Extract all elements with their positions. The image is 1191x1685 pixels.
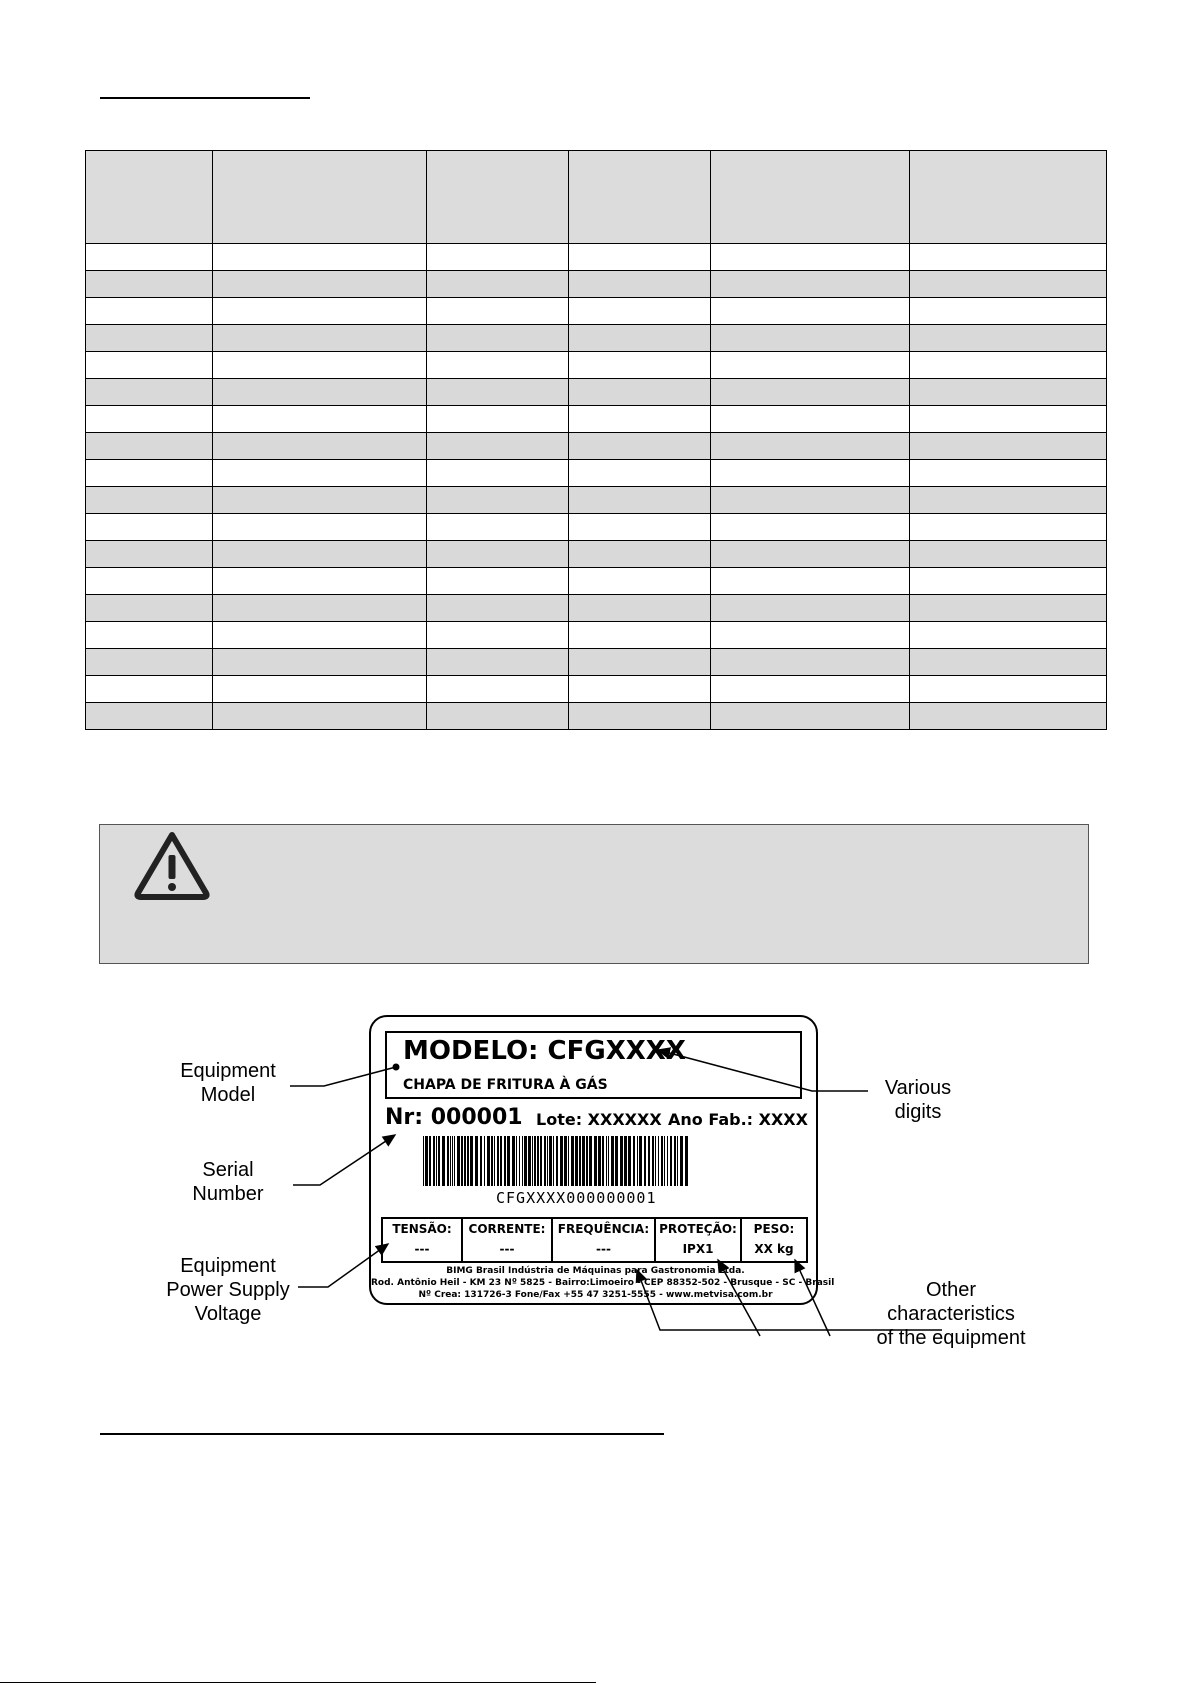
callout-line: Model [200,1084,256,1106]
other-leader-3 [795,1260,830,1336]
callout-line: Serial [202,1159,254,1181]
callout-line: characteristics [887,1303,1015,1325]
section-heading-rule [100,1433,664,1435]
spec-value: --- [596,1242,611,1256]
serial-number: Nr: 000001 [385,1105,523,1130]
footnote-rule [0,1682,596,1683]
spec-value: --- [414,1242,430,1256]
model-subtitle: CHAPA DE FRITURA À GÁS [403,1077,608,1093]
lote-value: Lote: XXXXXX [536,1110,662,1129]
spec-label: CORRENTE: [468,1222,546,1236]
manufacturer-line: BIMG Brasil Indústria de Máquinas para Gastronomia Ltda. [446,1266,745,1276]
callout-line: Power Supply [166,1279,290,1301]
spec-label: PROTEÇÃO: [659,1222,737,1236]
voltage-leader [298,1244,388,1287]
callout-line: Equipment [180,1255,276,1277]
ano-fab-value: Ano Fab.: XXXX [668,1110,808,1129]
model-leader-dot [393,1064,400,1071]
callout-line: digits [894,1101,942,1123]
other-leader-2 [718,1260,760,1336]
callout-line: of the equipment [876,1327,1026,1349]
spec-value: IPX1 [682,1242,714,1256]
spec-value: --- [499,1242,515,1256]
callout-line: Various [884,1077,952,1099]
callout-line: Voltage [194,1303,262,1325]
model-leader [290,1067,396,1086]
barcode-text: CFGXXXX000000001 [496,1189,657,1207]
callout-line: Other [925,1279,977,1301]
spec-label: PESO: [753,1222,795,1236]
model-title: MODELO: CFGXXXX [403,1036,686,1066]
callout-line: Equipment [180,1060,276,1082]
callout-line: Number [192,1183,264,1205]
address-line: Rod. Antônio Heil - KM 23 Nº 5825 - Bairro:Limoeiro - CEP 88352-502 - Brusque - SC - Brasil [371,1278,835,1288]
serial-leader [293,1135,395,1185]
digits-leader [658,1050,868,1091]
spec-value: XX kg [754,1242,794,1256]
spec-label: FREQUÊNCIA: [557,1222,650,1236]
spec-label: TENSÃO: [392,1222,452,1236]
other-leader-1 [637,1270,942,1330]
contact-line: Nº Crea: 131726-3 Fone/Fax +55 47 3251-5555 - www.metvisa.com.br [418,1290,773,1300]
